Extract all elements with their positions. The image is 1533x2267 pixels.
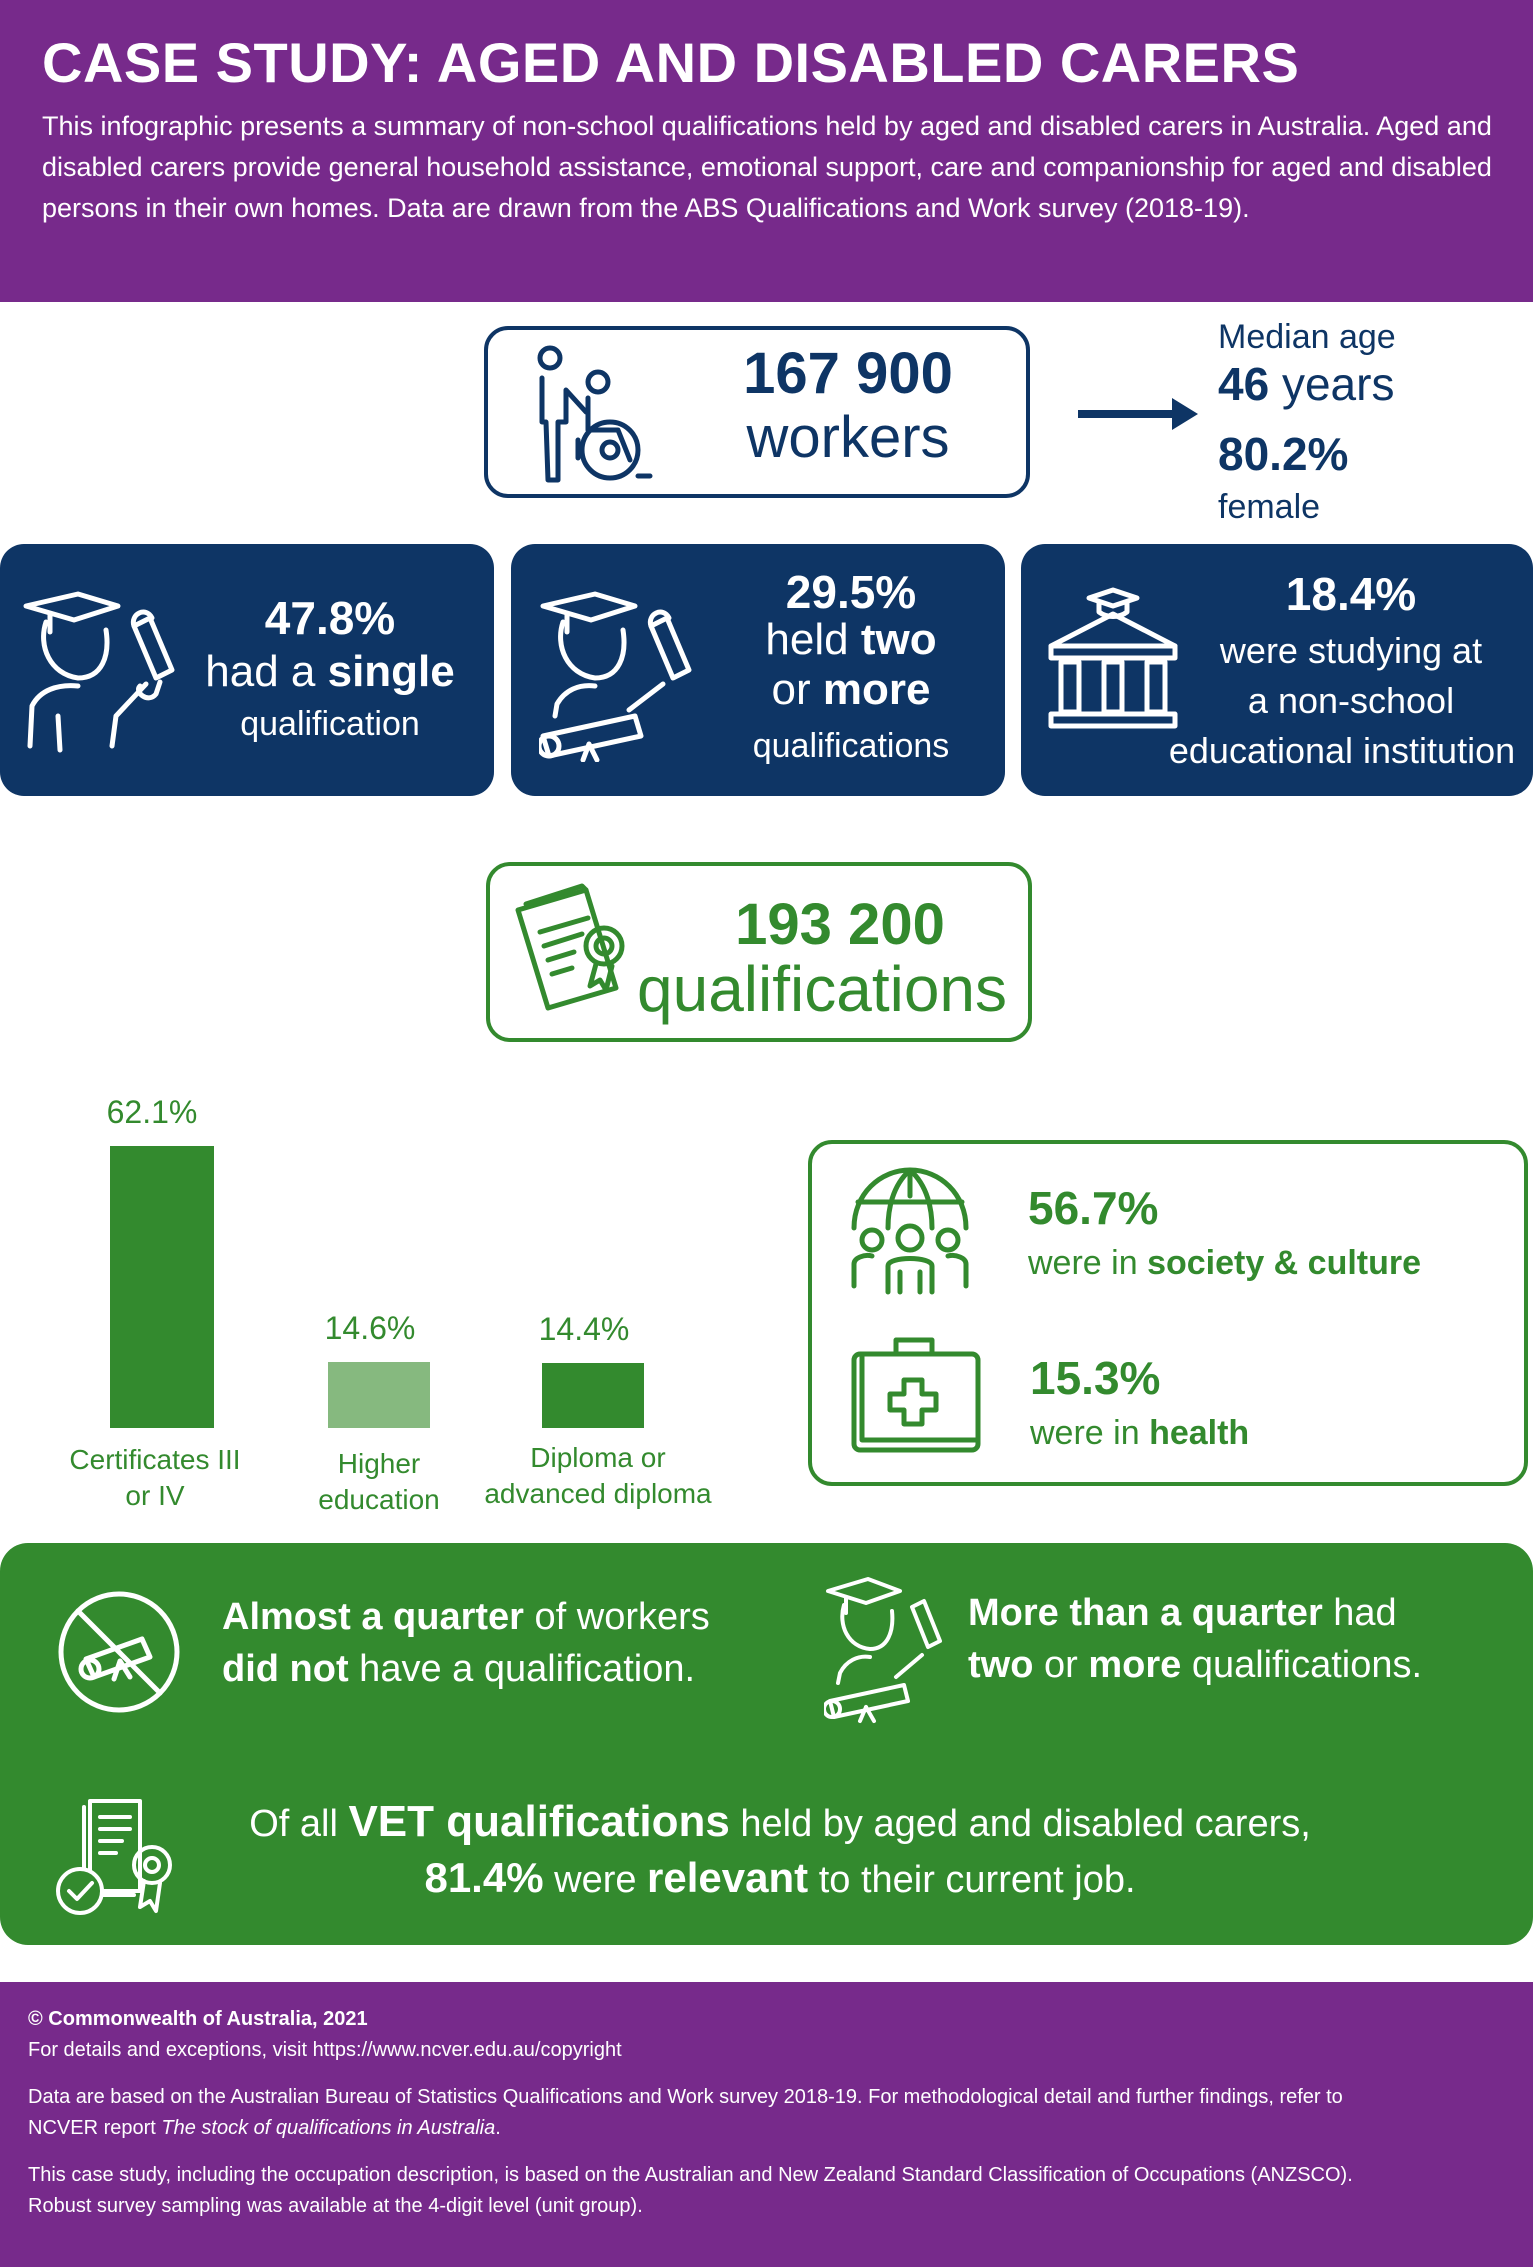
qualification-level-chart [40,1080,760,1520]
no-qualification-text [222,1591,710,1695]
category-label-certificates [40,1442,270,1514]
fields-of-education-box [808,1140,1528,1486]
category-label-diploma [468,1440,728,1512]
carer-wheelchair-icon [534,342,664,488]
more-than-quarter-bold: More than a quarter [968,1592,1323,1634]
vet-relevance-text [180,1795,1380,1907]
studying-line2: a non-school [1247,680,1455,721]
qualifications-box [486,862,1032,1042]
two-or-more-line3 [701,664,1001,716]
key-findings-band [0,1543,1533,1945]
qualifications-text: qualifications. [1181,1644,1423,1686]
bar-higher-education [328,1362,430,1428]
bar-value-label-certificates: 62.1% [106,1094,198,1130]
median-age-unit: years [1281,358,1395,410]
more-pre-text: or [771,665,823,714]
workers-count: 167 900 [743,341,953,406]
median-age-label: Median age [1218,318,1396,356]
two-bold: two [968,1644,1034,1686]
single-qualification-percent: 47.8% [264,592,396,644]
certificate-check-icon [54,1795,184,1919]
two-or-more-label: qualifications [752,727,950,765]
copyright-details: For details and exceptions, visit https://www.ncver.edu.au/copyright [28,2039,622,2061]
footer [0,1982,1533,2267]
bar-certificates [110,1146,214,1428]
two-bold-text: two [860,615,937,664]
vet-relevance-line2 [180,1851,1380,1907]
more-than-quarter-text: had [1322,1592,1397,1634]
median-age-value [1218,356,1394,412]
category-diploma-line2: advanced diploma [484,1478,712,1509]
category-diploma-line1: Diploma or [530,1442,666,1473]
or-text: or [1033,1644,1089,1686]
bar-value-label-higher-education: 14.6% [324,1310,416,1346]
vet-percent-bold: 81.4% [424,1854,544,1901]
category-certificates-line1: Certificates III [69,1444,241,1475]
did-not-text: have a qualification. [348,1648,696,1690]
more-bold-text: more [822,665,931,714]
society-culture-percent: 56.7% [1028,1182,1159,1234]
data-note-post: . [495,2117,501,2139]
society-culture-text [1028,1240,1421,1286]
did-not-bold: did not [222,1648,349,1690]
two-or-more-card [511,544,1005,796]
vet-qualifications-bold: VET qualifications [348,1797,730,1846]
category-higher-line2: education [318,1484,440,1515]
data-note-line1: Data are based on the Australian Bureau of Statistics Qualifications and Work survey 2018-19. For methodological detail and further findings, refer to [28,2086,1343,2108]
more-bold: more [1088,1644,1182,1686]
two-or-more-line2 [701,614,1001,666]
two-or-more-finding-line2 [968,1639,1422,1691]
copyright: © Commonwealth of Australia, 2021 [28,2008,368,2030]
workers-label: workers [746,405,950,470]
workers-box [484,326,1030,498]
held-by-text: held by aged and disabled carers, [729,1803,1311,1845]
category-certificates-line2: or IV [125,1480,185,1511]
first-aid-kit-icon [848,1334,988,1456]
were-text: were [543,1859,648,1901]
single-qualification-line [180,642,480,702]
health-bold-text: health [1149,1414,1250,1452]
graduate-icon [22,586,182,756]
page-title: CASE STUDY: AGED AND DISABLED CARERS [42,31,1300,94]
of-all-text: Of all [249,1803,349,1845]
bar-diploma [542,1363,644,1428]
two-or-more-finding-text [968,1587,1422,1691]
current-job-text: to their current job. [808,1859,1136,1901]
female-percent: 80.2% [1218,428,1349,480]
anzsco-note-line2: Robust survey sampling was available at the 4-digit level (unit group). [28,2195,643,2217]
studying-line3: educational institution [1168,730,1516,771]
society-bold-text: society & culture [1147,1244,1422,1282]
studying-line1: were studying at [1219,630,1483,671]
bar-value-label-diploma: 14.4% [538,1311,630,1347]
health-pre-text: were in [1030,1414,1150,1452]
qualifications-count: 193 200 [735,892,945,957]
single-qualification-label: qualification [240,705,420,743]
anzsco-note-line1: This case study, including the occupation description, is based on the Australian and New Zealand Standard Classification of Occupations (ANZSCO). [28,2164,1353,2186]
data-note-line2 [28,2113,501,2144]
single-qualification-card [0,544,494,796]
institution-icon [1045,584,1181,734]
society-pre-text: were in [1028,1244,1148,1282]
globe-people-icon [848,1166,974,1296]
no-qualification-line2 [222,1643,710,1695]
graduate-scroll-icon [539,586,699,762]
no-qualification-icon [56,1589,182,1715]
two-or-more-finding-line1 [968,1587,1422,1639]
category-higher-line1: Higher [337,1448,421,1479]
median-age-number: 46 [1218,358,1270,410]
category-label-higher-education [264,1446,494,1518]
header-banner [0,0,1533,302]
no-qualification-line1 [222,1591,710,1643]
single-pre-text: had a [205,647,328,696]
graduate-scroll-icon-small [824,1573,948,1725]
qualifications-label: qualifications [637,953,1007,1025]
two-pre-text: held [765,615,861,664]
vet-relevance-line1 [180,1795,1380,1851]
studying-percent: 18.4% [1285,568,1417,620]
single-bold-text: single [327,647,455,696]
two-or-more-percent: 29.5% [785,566,917,618]
data-note-pre: NCVER report [28,2117,162,2139]
relevant-bold: relevant [647,1854,809,1901]
almost-quarter-text: of workers [523,1596,710,1638]
health-text [1030,1410,1249,1456]
studying-card [1021,544,1533,796]
female-label: female [1218,488,1321,526]
almost-quarter-bold: Almost a quarter [222,1596,524,1638]
intro-text: This infographic presents a summary of non-school qualifications held by aged and disabled carers in Australia. Aged and disabled carers provide general household assistance, emotional support, care and companionship for aged and disabled persons in their own homes. Data are drawn from the ABS Qualifications and Work survey (2018-19). [42,111,1492,223]
report-title: The stock of qualifications in Australia [161,2117,496,2139]
health-percent: 15.3% [1030,1352,1161,1404]
arrow-right-icon [1076,394,1202,434]
